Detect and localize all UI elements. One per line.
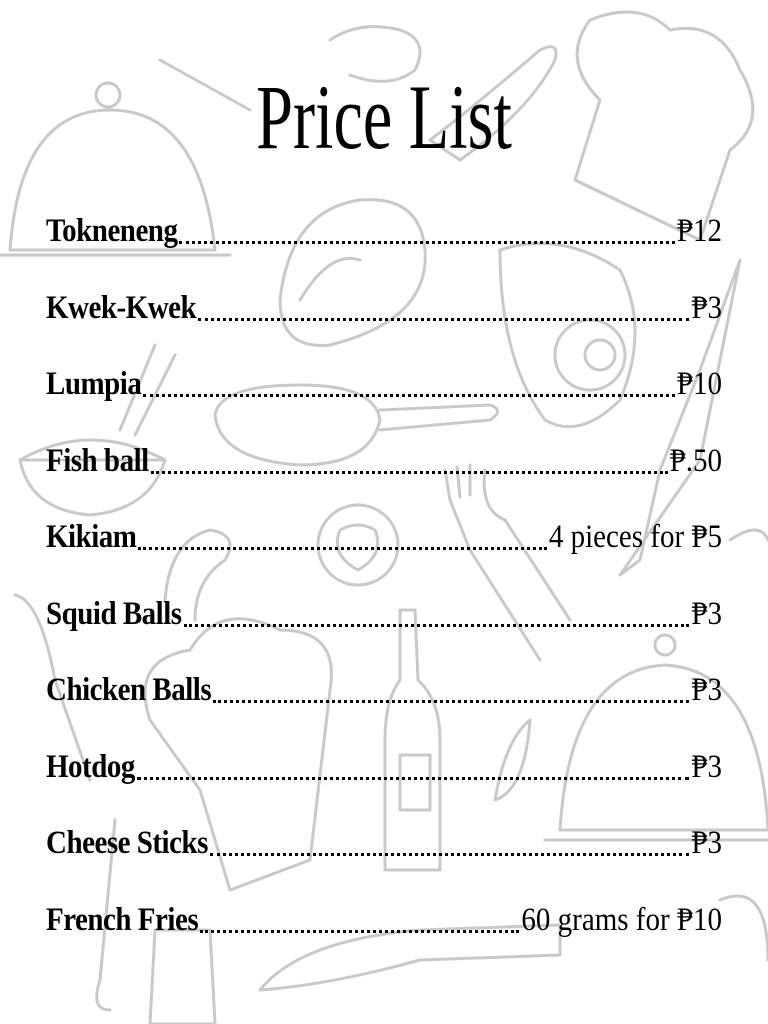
item-price: ₱10 bbox=[676, 366, 722, 402]
item-name: Kikiam bbox=[46, 519, 137, 555]
page-title: Price List bbox=[256, 66, 512, 168]
list-item bbox=[46, 361, 722, 438]
dot-leader bbox=[200, 929, 519, 933]
dot-leader bbox=[137, 776, 690, 780]
item-name: Hotdog bbox=[46, 748, 135, 785]
item-price: ₱3 bbox=[691, 595, 722, 632]
item-name: French Fries bbox=[46, 901, 199, 938]
item-name: Fish ball bbox=[46, 442, 149, 479]
list-item bbox=[46, 591, 722, 668]
dot-leader bbox=[198, 317, 689, 321]
item-price: ₱.50 bbox=[669, 442, 722, 479]
item-price: ₱3 bbox=[691, 748, 722, 785]
item-price: 60 grams for ₱10 bbox=[521, 901, 722, 938]
item-price: ₱3 bbox=[691, 672, 722, 708]
dot-leader bbox=[213, 699, 689, 703]
item-name: Tokneneng bbox=[46, 213, 178, 249]
item-name: Squid Balls bbox=[46, 595, 182, 632]
dot-leader bbox=[143, 393, 675, 397]
item-name: Lumpia bbox=[46, 366, 142, 402]
item-price: ₱3 bbox=[691, 825, 722, 861]
list-item bbox=[46, 285, 722, 362]
list-item bbox=[46, 438, 722, 515]
list-item bbox=[46, 667, 722, 744]
list-item bbox=[46, 897, 722, 974]
pot-icon bbox=[720, 896, 768, 960]
item-name: Kwek-Kwek bbox=[46, 289, 197, 326]
item-price: ₱3 bbox=[691, 289, 722, 326]
item-name: Chicken Balls bbox=[46, 672, 212, 708]
item-name: Cheese Sticks bbox=[46, 825, 208, 861]
slotted-spoon-icon bbox=[730, 530, 768, 540]
list-item bbox=[46, 208, 722, 285]
dot-leader bbox=[184, 623, 690, 627]
list-item bbox=[46, 744, 722, 821]
dot-leader bbox=[138, 546, 546, 550]
list-item bbox=[46, 514, 722, 591]
item-price: ₱12 bbox=[676, 213, 722, 249]
item-price: 4 pieces for ₱5 bbox=[548, 519, 722, 555]
dot-leader bbox=[151, 470, 668, 474]
dot-leader bbox=[210, 852, 690, 856]
price-list bbox=[46, 208, 722, 973]
dot-leader bbox=[179, 240, 674, 244]
list-item bbox=[46, 820, 722, 897]
